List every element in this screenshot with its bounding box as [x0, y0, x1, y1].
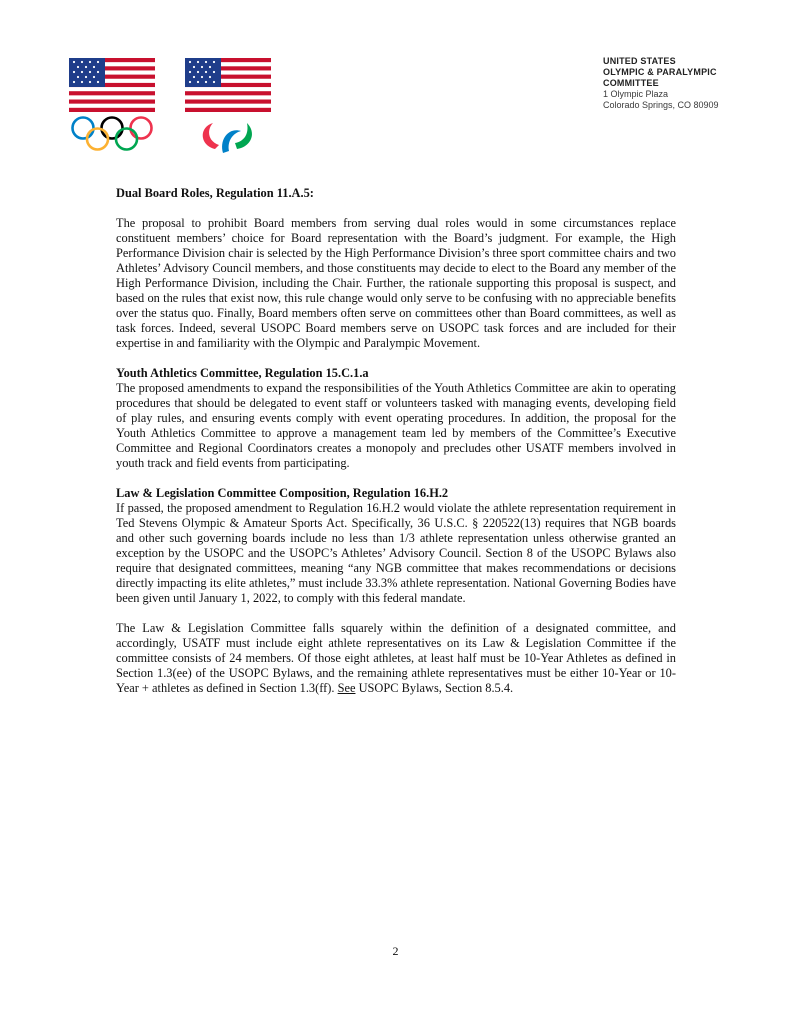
- us-flag-icon: [69, 58, 155, 112]
- paralympic-agitos-icon: [185, 115, 271, 159]
- section-heading-youth-athletics: Youth Athletics Committee, Regulation 15.C.1.a: [116, 366, 369, 380]
- org-name-line1: UNITED STATES: [603, 56, 676, 66]
- paralympic-logo: [185, 58, 271, 162]
- letter-body: [116, 186, 676, 696]
- section-heading-dual-board: Dual Board Roles, Regulation 11.A.5:: [116, 186, 314, 200]
- paragraph-text-end: USOPC Bylaws, Section 8.5.4.: [355, 681, 514, 695]
- paragraph-text: The Law & Legislation Committee falls squarely within the definition of a designated committee, and accordingly, USATF must include eight athlete representatives on its Law & Legislation Committee if the committee consists of 24 members. Of those eight athletes, at least half must be 10-Year Athletes as defined in Section 1.3(ee) of the USOPC Bylaws, and the remaining athlete representatives must be either 10-Year or 10-Year + athletes as defined in Section 1.3(ff).: [116, 621, 676, 695]
- page-number: 2: [392, 944, 399, 958]
- see-citation-signal: See: [337, 681, 356, 695]
- address-line2: Colorado Springs, CO 80909: [603, 100, 719, 110]
- section-paragraph-youth-athletics: The proposed amendments to expand the responsibilities of the Youth Athletics Committee are akin to operating procedures that should be delegated to event staff or volunteers tasked with managing events, developing field of play rules, and ensuring events comply with event operating procedures. In addition, the proposal for the Youth Athletics Committee to approve a management team led by members of the Committee’s Executive Committee and Regional Coordinators creates a monopoly and precludes other USATF members involved in youth track and field events from participating.: [116, 381, 676, 470]
- us-flag-icon: [185, 58, 271, 112]
- olympic-logo: [69, 58, 155, 158]
- org-name-line2: OLYMPIC & PARALYMPIC: [603, 67, 717, 77]
- org-address-block: [603, 56, 719, 111]
- section-paragraph-dual-board: The proposal to prohibit Board members from serving dual roles would in some circumstances replace constituent members’ choice for Board representation with the Board’s judgment. For example, the High Performance Division chair is selected by the High Performance Division’s three sport committee chairs and two Athletes’ Advisory Council members, and those constituents may decide to elect to the Board any member of the High Performance Division, including the Chair. Further, the rationale supporting this proposal is suspect, and based on the rules that exist now, this rule change would only serve to be confusing with no appreciable benefits over the status quo. Finally, Board members often serve on committees other than Board committees, as well as task forces. Indeed, several USOPC Board members serve on USOPC task forces and are included for their expertise in and familiarity with the Olympic and Paralympic Movement.: [116, 216, 676, 350]
- section-paragraph-law-legislation-2: [116, 621, 676, 696]
- olympic-rings-icon: [69, 115, 155, 155]
- section-heading-law-legislation: Law & Legislation Committee Composition, Regulation 16.H.2: [116, 486, 449, 500]
- address-line1: 1 Olympic Plaza: [603, 89, 669, 99]
- section-paragraph-law-legislation: If passed, the proposed amendment to Regulation 16.H.2 would violate the athlete representation requirement in Ted Stevens Olympic & Amateur Sports Act. Specifically, 36 U.S.C. § 220522(13) requires that NGB boards and other such governing boards include no less than 1/3 athlete representation unless otherwise granted an exception by the USOPC and the USOPC’s Athletes’ Advisory Council. Section 8 of the USOPC Bylaws also require that designated committees, meaning “any NGB committee that makes recommendations or decisions directly impacting its elite athletes,” must include 33.3% athlete representation. National Governing Bodies have been given until January 1, 2022, to comply with this federal mandate.: [116, 501, 676, 605]
- org-name-line3: COMMITTEE: [603, 78, 659, 88]
